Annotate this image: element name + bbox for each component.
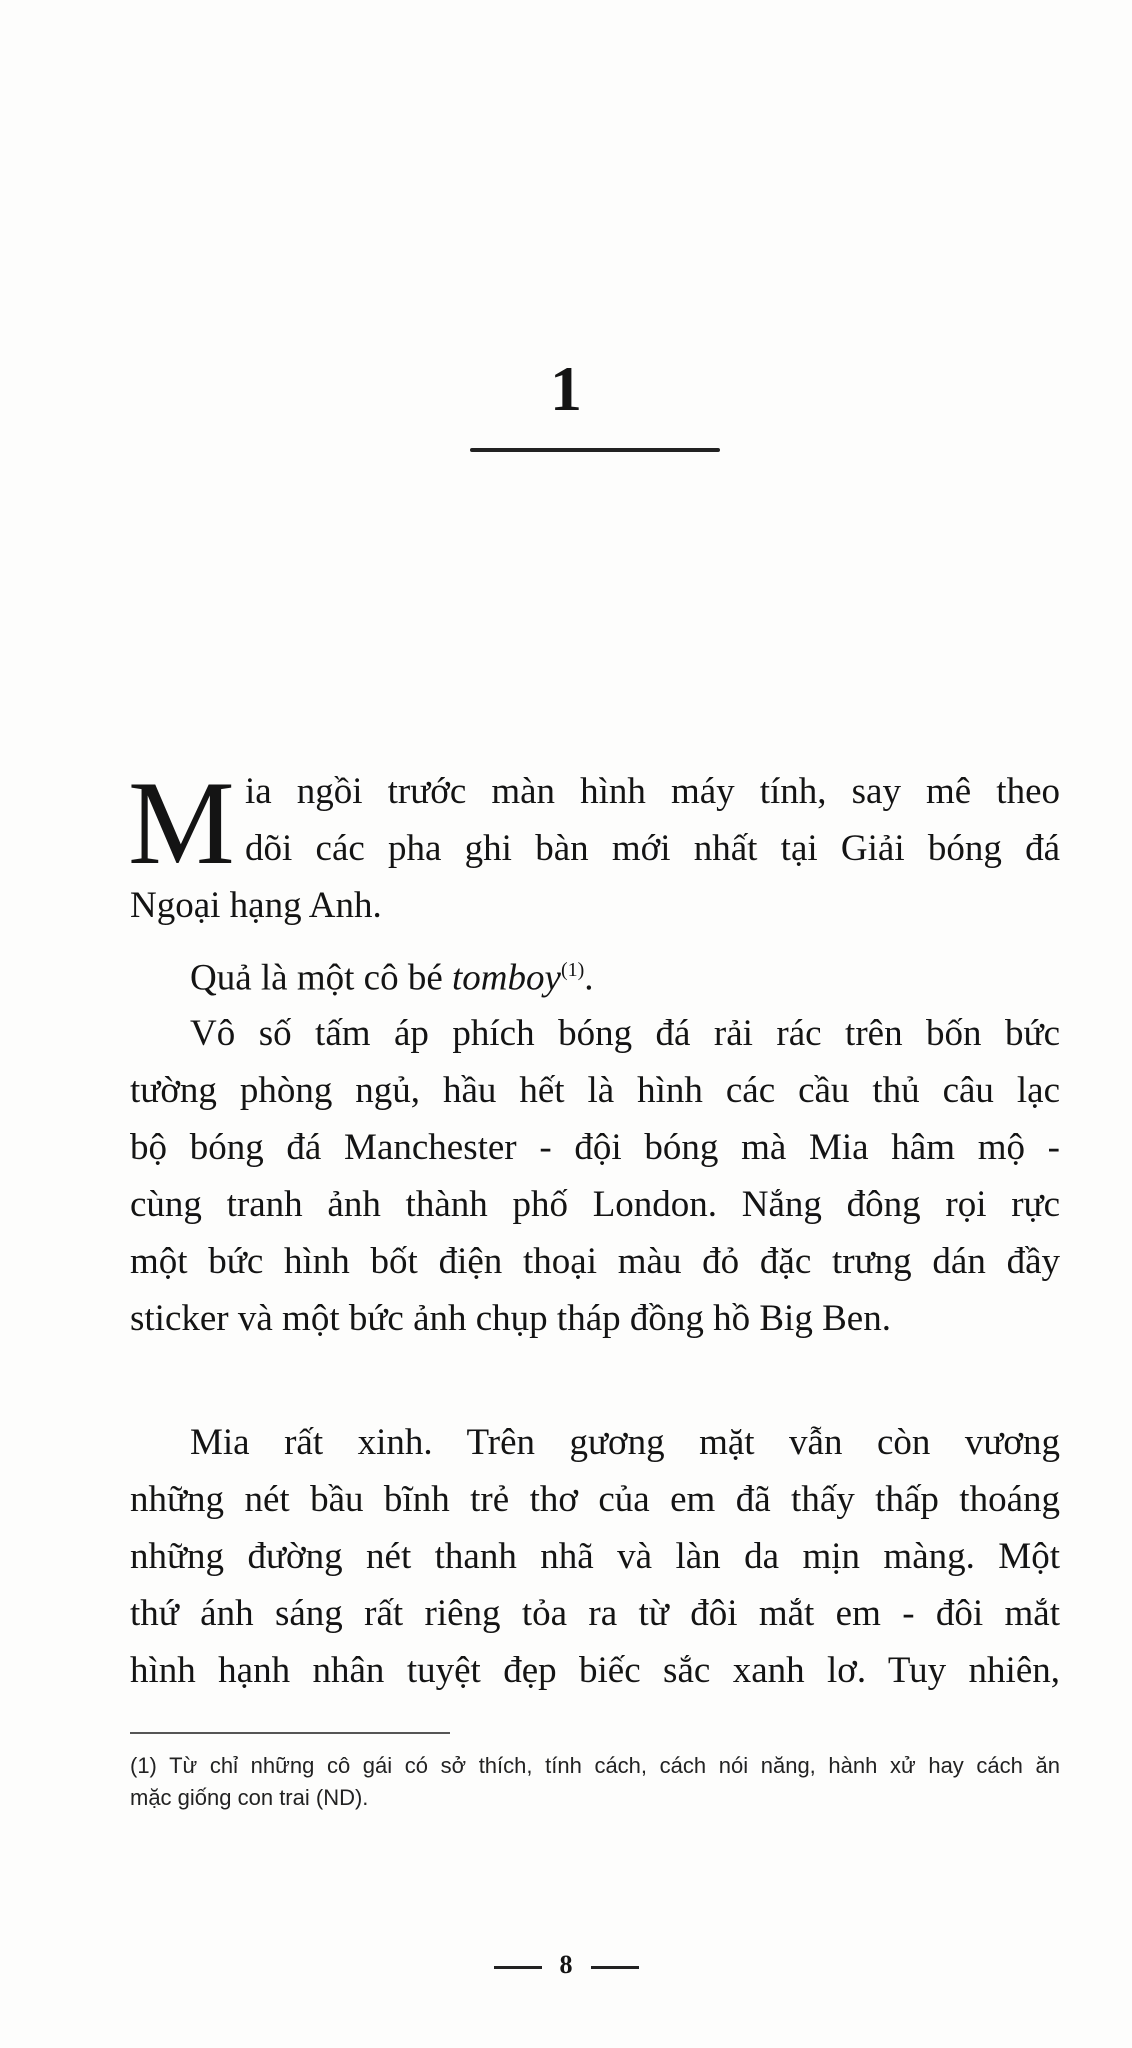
body-line: thứ ánh sáng rất riêng tỏa ra từ đôi mắt em - đôi mắt	[130, 1593, 1060, 1634]
chapter-number: 1	[550, 353, 582, 424]
body-line: sticker và một bức ảnh chụp tháp đồng hồ Big Ben.	[130, 1298, 891, 1339]
body-line: những nét bầu bĩnh trẻ thơ của em đã thấy thấp thoáng	[130, 1479, 1060, 1520]
body-line: hình hạnh nhân tuyệt đẹp biếc sắc xanh lơ. Tuy nhiên,	[130, 1650, 1060, 1691]
body-line: tường phòng ngủ, hầu hết là hình các cầu thủ câu lạc	[130, 1070, 1060, 1111]
footnote-reference[interactable]: (1)	[560, 959, 585, 981]
body-line: Ngoại hạng Anh.	[130, 885, 382, 926]
body-line: Vô số tấm áp phích bóng đá rải rác trên bốn bức	[190, 1013, 1060, 1054]
body-line-tomboy	[190, 948, 1060, 1000]
dash-left	[494, 1966, 542, 1969]
text: Quả là một cô bé	[190, 957, 452, 999]
body-line: Mia rất xinh. Trên gương mặt vẫn còn vương	[190, 1422, 1060, 1463]
italic-word: tomboy	[452, 957, 561, 999]
chapter-divider	[470, 448, 720, 452]
body-line: cùng tranh ảnh thành phố London. Nắng đông rọi rực	[130, 1184, 1060, 1225]
text: .	[584, 957, 594, 999]
body-line: những đường nét thanh nhã và làn da mịn màng. Một	[130, 1536, 1060, 1577]
page-number-text: 8	[559, 1950, 573, 1979]
body-line: bộ bóng đá Manchester - đội bóng mà Mia hâm mộ -	[130, 1127, 1060, 1168]
body-line: ia ngồi trước màn hình máy tính, say mê theo	[245, 771, 1060, 812]
dash-right	[591, 1966, 639, 1969]
footnote-line: mặc giống con trai (ND).	[130, 1785, 369, 1810]
body-line: dõi các pha ghi bàn mới nhất tại Giải bóng đá	[245, 828, 1060, 869]
footnote-divider	[130, 1732, 450, 1734]
page-number	[0, 1950, 1132, 1980]
body-line: một bức hình bốt điện thoại màu đỏ đặc trưng dán đầy	[130, 1241, 1060, 1282]
drop-cap: M	[128, 756, 235, 889]
footnote-line: (1) Từ chỉ những cô gái có sở thích, tính cách, cách nói năng, hành xử hay cách ăn	[130, 1753, 1060, 1778]
